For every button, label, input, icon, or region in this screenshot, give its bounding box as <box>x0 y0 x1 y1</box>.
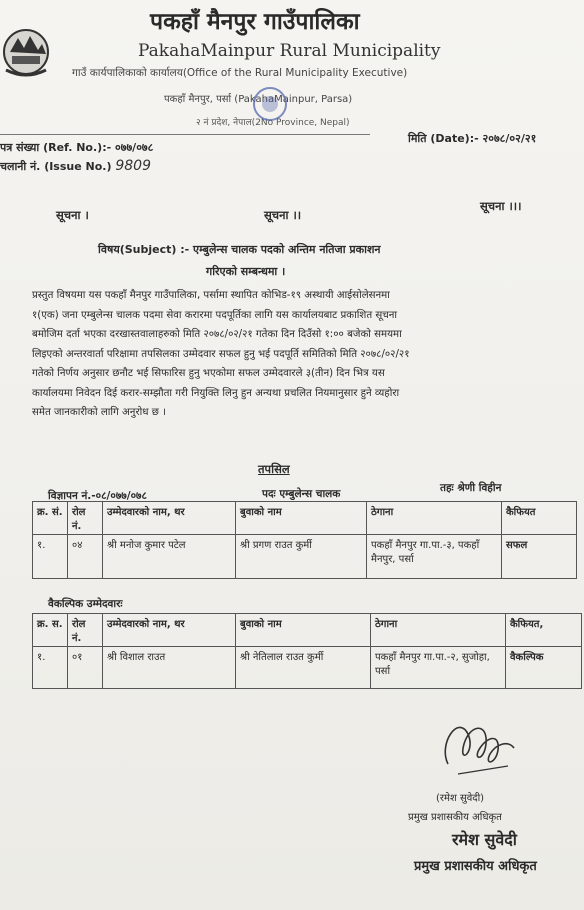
column-header: ठेगाना <box>367 502 502 535</box>
table-cell: ०१ <box>68 647 103 689</box>
issue-number <box>0 158 151 174</box>
post-level: तहः श्रेणी विहीन <box>440 482 502 494</box>
table-cell: वैकल्पिक <box>506 647 582 689</box>
advertisement-number: विज्ञापन नं.-०८/०७७/०७८ <box>48 490 147 502</box>
alternate-candidates-label: वैकल्पिक उम्मेदवारः <box>48 598 123 610</box>
office-address: पकहाँ मैनपुर, पर्सा (PakahaMainpur, Parsa) <box>164 94 353 105</box>
table-header-row <box>33 502 577 535</box>
table-cell: सफल <box>502 535 577 579</box>
table-cell: पकहाँ मैनपुर गा.पा.-२, सुजोहा, पर्सा <box>371 647 506 689</box>
province-line: २ नं प्रदेश, नेपाल(2No Province, Nepal) <box>196 118 350 128</box>
body-line: कार्यालयमा निवेदन दिई करार-सम्झौता गरी नियुक्ति लिनु हुन अन्यथा प्रचलित नियमानुसार हुने व्यहोरा <box>32 387 400 399</box>
ref-number <box>0 140 153 155</box>
issue-value: 9809 <box>115 158 151 174</box>
date-value: २०७८/०२/२१ <box>482 132 537 145</box>
letter-date <box>408 131 536 146</box>
body-line: बमोजिम दर्ता भएका दरखास्तवालाहरुको मिति २०७८/०२/२१ गतेका दिन दिउँसो १:०० बजेको समयमा <box>32 329 402 340</box>
post-name: पदः एम्बुलेन्स चालक <box>262 488 341 500</box>
table-cell: ०४ <box>68 535 103 579</box>
body-line: १(एक) जना एम्बुलेन्स चालक पदमा सेवा करारमा पदपूर्तिका लागि यस कार्यालयबाट प्रकाशित सूचना <box>32 309 398 321</box>
notice-heading-2: सूचना ।। <box>264 208 302 222</box>
signatory-title-stamp: प्रमुख प्रशासकीय अधिकृत <box>414 859 537 874</box>
municipality-emblem-icon <box>2 22 54 82</box>
column-header: रोल नं. <box>68 614 103 647</box>
alternate-candidates-table <box>32 613 582 689</box>
column-header: ठेगाना <box>371 614 506 647</box>
office-name: गाउँ कार्यपालिकाको कार्यालय(Office of the Rural Municipality Executive) <box>72 67 408 79</box>
table-cell: श्री विशाल राउत <box>103 647 236 689</box>
notice-heading-1: सूचना । <box>56 208 89 222</box>
subject-line-2: गरिएको सम्बन्धमा । <box>206 265 286 278</box>
body-line: समेत जानकारीको लागि अनुरोध छ । <box>32 407 166 418</box>
body-line: लिइएको अन्तरवार्ता परिक्षामा तपसिलका उम्मेदवार सफल हुनु भई पदपूर्ति समितिको मिति २०७८/०२/२१ <box>32 348 410 360</box>
column-header: बुवाको नाम <box>236 614 371 647</box>
office-stamp-icon <box>250 84 290 124</box>
table-cell: श्री मनोज कुमार पटेल <box>103 535 236 579</box>
subject-line-1: विषय(Subject) :- एम्बुलेन्स चालक पदको अन्तिम नतिजा प्रकाशन <box>98 243 381 256</box>
letter-body <box>32 286 578 423</box>
notice-heading-3: सूचना ।।। <box>480 199 522 213</box>
date-label: मिति (Date):- <box>408 132 479 145</box>
signatory-name-small: (रमेश सुवेदी) <box>436 793 485 804</box>
table-cell: १. <box>33 535 68 579</box>
body-line: गतेको निर्णय अनुसार छनौट भई सिफारिस हुनु भएकोमा सफल उम्मेदवारले ३(तीन) दिन भित्र यस <box>32 368 385 379</box>
column-header: रोल नं. <box>68 502 103 535</box>
table-cell: श्री प्रगण राउत कुर्मी <box>236 535 367 579</box>
selected-candidates-table <box>32 501 577 579</box>
body-line: प्रस्तुत विषयमा यस पकहाँ मैनपुर गाउँपालिका, पर्सामा स्थापित कोभिड-१९ अस्थायी आईसोलेसनमा <box>32 290 390 301</box>
municipality-name-english: PakahaMainpur Rural Municipality <box>138 41 441 61</box>
issue-label: चलानी नं. (Issue No.) <box>0 160 112 173</box>
column-header: उम्मेदवारको नाम, थर <box>103 502 236 535</box>
table-cell: १. <box>33 647 68 689</box>
column-header: क्र. स. <box>33 614 68 647</box>
table-cell: श्री नेतिलाल राउत कुर्मी <box>236 647 371 689</box>
header-divider <box>0 134 370 135</box>
ref-value: ०७७/०७८ <box>115 141 154 154</box>
column-header: कैफियत <box>502 502 577 535</box>
column-header: बुवाको नाम <box>236 502 367 535</box>
column-header: कैफियत, <box>506 614 582 647</box>
details-heading: तपसिल <box>258 462 290 476</box>
municipality-name-nepali: पकहाँ मैनपुर गाउँपालिका <box>150 9 360 35</box>
column-header: क्र. सं. <box>33 502 68 535</box>
table-row <box>33 647 582 689</box>
handwritten-signature <box>428 704 528 784</box>
table-cell: पकहाँ मैनपुर गा.पा.-३, पकहाँ मैनपुर, पर्सा <box>367 535 502 579</box>
signatory-title-small: प्रमुख प्रशासकीय अधिकृत <box>408 812 502 823</box>
signatory-name-stamp: रमेश सुवेदी <box>452 830 517 849</box>
ref-label: पत्र संख्या (Ref. No.):- <box>0 141 112 154</box>
table-row <box>33 535 577 579</box>
column-header: उम्मेदवारको नाम, थर <box>103 614 236 647</box>
table-header-row <box>33 614 582 647</box>
